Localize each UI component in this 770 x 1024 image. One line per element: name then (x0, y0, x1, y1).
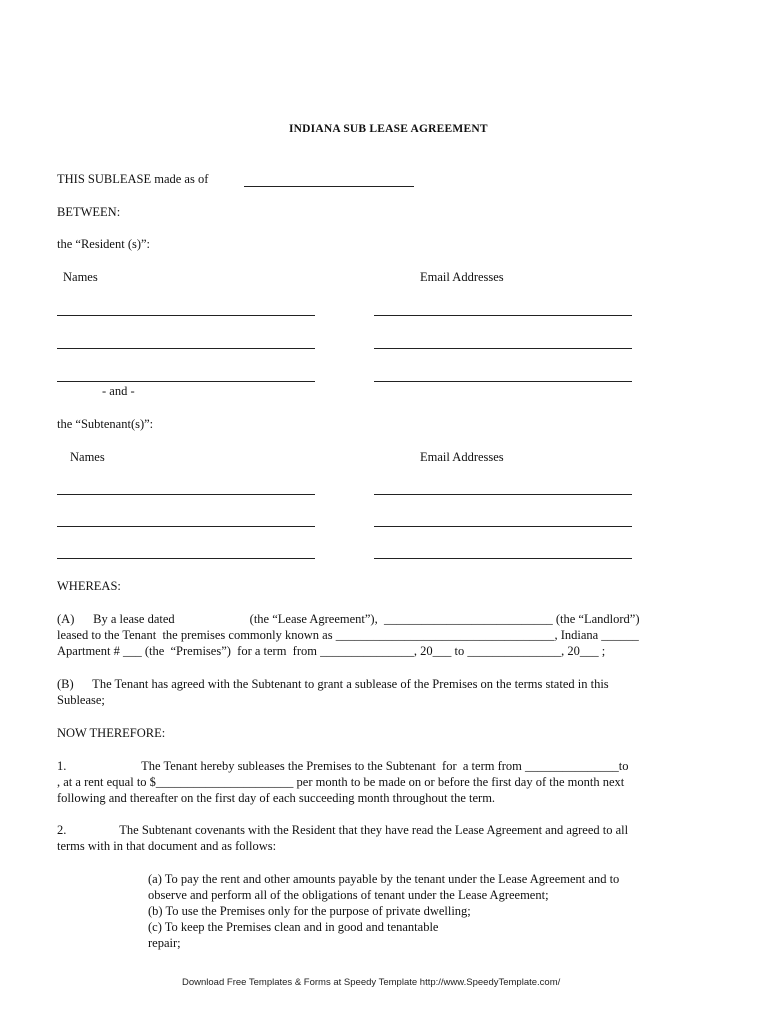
document-title: INDIANA SUB LEASE AGREEMENT (289, 123, 488, 135)
now-therefore-heading: NOW THEREFORE: (57, 726, 166, 740)
item-1-line-3: following and thereafter on the first day of each succeeding month throughout the term. (57, 791, 496, 805)
item-2-line-1: 2. The Subtenant covenants with the Resident that they have read the Lease Agreement and agreed to all (57, 823, 629, 837)
clause-b-line-1: (B) The Tenant has agreed with the Subtenant to grant a sublease of the Premises on the terms stated in this (57, 677, 609, 691)
made-as-of-label: THIS SUBLEASE made as of (57, 172, 209, 186)
sub-clause-c-line-1: (c) To keep the Premises clean and in good and tenantable (148, 920, 439, 934)
resident-name-line-3 (57, 381, 315, 382)
resident-names-header: Names (63, 270, 98, 284)
subtenant-label: the “Subtenant(s)”: (57, 417, 154, 431)
between-label: BETWEEN: (57, 205, 121, 219)
subtenant-email-line-3 (374, 558, 632, 559)
sub-clause-a-line-1: (a) To pay the rent and other amounts payable by the tenant under the Lease Agreement and to (148, 872, 620, 886)
resident-name-line-2 (57, 348, 315, 349)
subtenant-email-line-1 (374, 494, 632, 495)
subtenant-name-line-2 (57, 526, 315, 527)
clause-a-line-3: Apartment # ___ (the “Premises”) for a term from _______________, 20___ to _______________, 20___ ; (57, 644, 606, 658)
and-separator: - and - (102, 384, 135, 398)
resident-email-header: Email Addresses (420, 270, 504, 284)
whereas-heading: WHEREAS: (57, 579, 121, 593)
subtenant-email-header: Email Addresses (420, 450, 504, 464)
sub-clause-b: (b) To use the Premises only for the purpose of private dwelling; (148, 904, 471, 918)
resident-email-line-1 (374, 315, 632, 316)
item-1-line-1: 1. The Tenant hereby subleases the Premises to the Subtenant for a term from _______________to (57, 759, 629, 773)
clause-a-line-1: (A) By a lease dated (the “Lease Agreement”), ___________________________ (the “Landlord”) (57, 612, 640, 626)
item-2-line-2: terms with in that document and as follows: (57, 839, 277, 853)
clause-a-line-2: leased to the Tenant the premises commonly known as ___________________________________, Indiana ______ (57, 628, 639, 642)
subtenant-name-line-3 (57, 558, 315, 559)
sub-clause-a-line-2: observe and perform all of the obligations of tenant under the Lease Agreement; (148, 888, 549, 902)
resident-label: the “Resident (s)”: (57, 237, 151, 251)
resident-name-line-1 (57, 315, 315, 316)
item-1-line-2: , at a rent equal to $______________________ per month to be made on or before the first day of the month next (57, 775, 625, 789)
subtenant-names-header: Names (70, 450, 105, 464)
footer-link[interactable]: Download Free Templates & Forms at Speedy Template http://www.SpeedyTemplate.com/ (182, 977, 561, 988)
subtenant-email-line-2 (374, 526, 632, 527)
sub-clause-c-line-2: repair; (148, 936, 181, 950)
resident-email-line-3 (374, 381, 632, 382)
clause-b-line-2: Sublease; (57, 693, 105, 707)
date-blank-line (244, 186, 414, 187)
subtenant-name-line-1 (57, 494, 315, 495)
resident-email-line-2 (374, 348, 632, 349)
